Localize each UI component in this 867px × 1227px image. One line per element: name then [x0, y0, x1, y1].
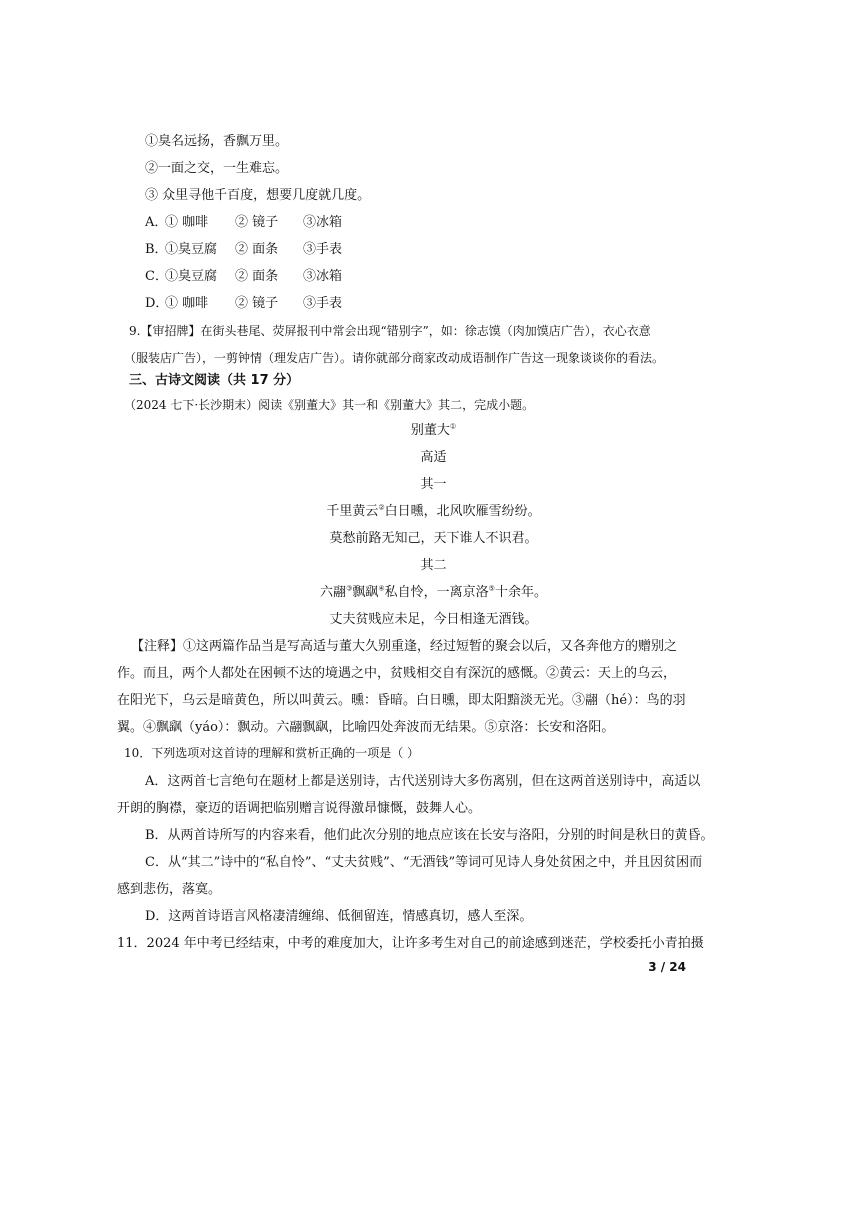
poem-1-line-2: 莫愁前路无知己，天下谁人不识君。 [329, 531, 538, 546]
notes-line-2: 作。而且，两个人都处在困顿不达的境遇之中，贫贱相交自有深沉的感慨。②黄云：天上的乌云， [117, 666, 677, 681]
poem-part-1: 其一 [420, 477, 447, 492]
notes-line-4: 翼。④飘飖（yáo）：飘动。六翮飘飖，比喻四处奔波而无结果。⑤京洛：长安和洛阳。 [117, 720, 615, 735]
section-source: （2024 七下·长沙期末）阅读《别董大》其一和《别董大》其二，完成小题。 [124, 398, 535, 412]
notes-line-3: 在阳光下，乌云是暗黄色，所以叫黄云。曛：昏暗。白日曛，即太阳黯淡无光。③翮（hé）：鸟的羽 [117, 693, 686, 708]
q11-line-1: 11．2024 年中考已经结束，中考的难度加大，让许多考生对自己的前途感到迷茫，学校委托小青拍摄 [117, 936, 704, 951]
q10-stem: 10．下列选项对这首诗的理解和赏析正确的一项是（ ） [124, 746, 420, 760]
poem-author: 高适 [420, 450, 447, 465]
q8-option-a: A．① 咖啡 ② 镜子 ③冰箱 [145, 215, 343, 230]
q8-option-c: C．①臭豆腐 ② 面条 ③冰箱 [145, 269, 343, 284]
q9-line-1: 9.【审招牌】在街头巷尾、荧屏报刊中常会出现“错别字”，如：徐志馍（肉加馍店广告），衣心衣意 [129, 324, 651, 338]
notes-line-1: 【注释】①这两篇作品当是写高适与董大久别重逢，经过短暂的聚会以后，又各奔他方的赠别之 [131, 639, 678, 654]
poem-1-line-1: 千里黄云②白日曛，北风吹雁雪纷纷。 [326, 503, 541, 519]
q10-option-c-line-2: 感到悲伤，落寞。 [117, 882, 222, 897]
q10-option-b: B．从两首诗所写的内容来看，他们此次分别的地点应该在长安与洛阳，分别的时间是秋日的黄昏。 [145, 828, 714, 843]
poem-title: 别董大① [410, 422, 457, 438]
q8-item-2: ②一面之交，一生难忘。 [145, 161, 289, 176]
poem-2-line-2: 丈夫贫贱应未足，今日相逢无酒钱。 [329, 612, 538, 627]
poem-part-2: 其二 [420, 558, 447, 573]
q10-option-d: D．这两首诗语言风格凄清缠绵、低徊留连，情感真切，感人至深。 [145, 909, 533, 924]
q10-option-a-line-2: 开朗的胸襟，豪迈的语调把临别赠言说得激昂慷慨，鼓舞人心。 [117, 801, 482, 816]
q8-option-b: B．①臭豆腐 ② 面条 ③手表 [145, 242, 343, 257]
q8-item-3: ③ 众里寻他千百度，想要几度就几度。 [145, 188, 371, 203]
q10-option-c-line-1: C．从“其二”诗中的“私自怜”、“丈夫贫贱”、“无酒钱”等词可见诗人身处贫困之中，并且因贫困而 [145, 855, 703, 870]
q8-item-1: ①臭名远扬，香飘万里。 [145, 134, 289, 149]
q8-option-d: D．① 咖啡 ② 镜子 ③手表 [145, 296, 343, 311]
section-heading: 三、古诗文阅读（共 17 分） [129, 373, 300, 388]
page-number: 3 / 24 [648, 960, 686, 974]
q9-line-2: （服装店广告），一剪钟情（理发店广告）。请你就部分商家改动成语制作广告这一现象谈谈你的看法。 [124, 351, 665, 365]
poem-2-line-1: 六翮③飘飖④私自怜，一离京洛⑤十余年。 [320, 584, 547, 600]
q10-option-a-line-1: A．这两首七言绝句在题材上都是送别诗，古代送别诗大多伤离别，但在这两首送别诗中，高适以 [145, 774, 701, 789]
